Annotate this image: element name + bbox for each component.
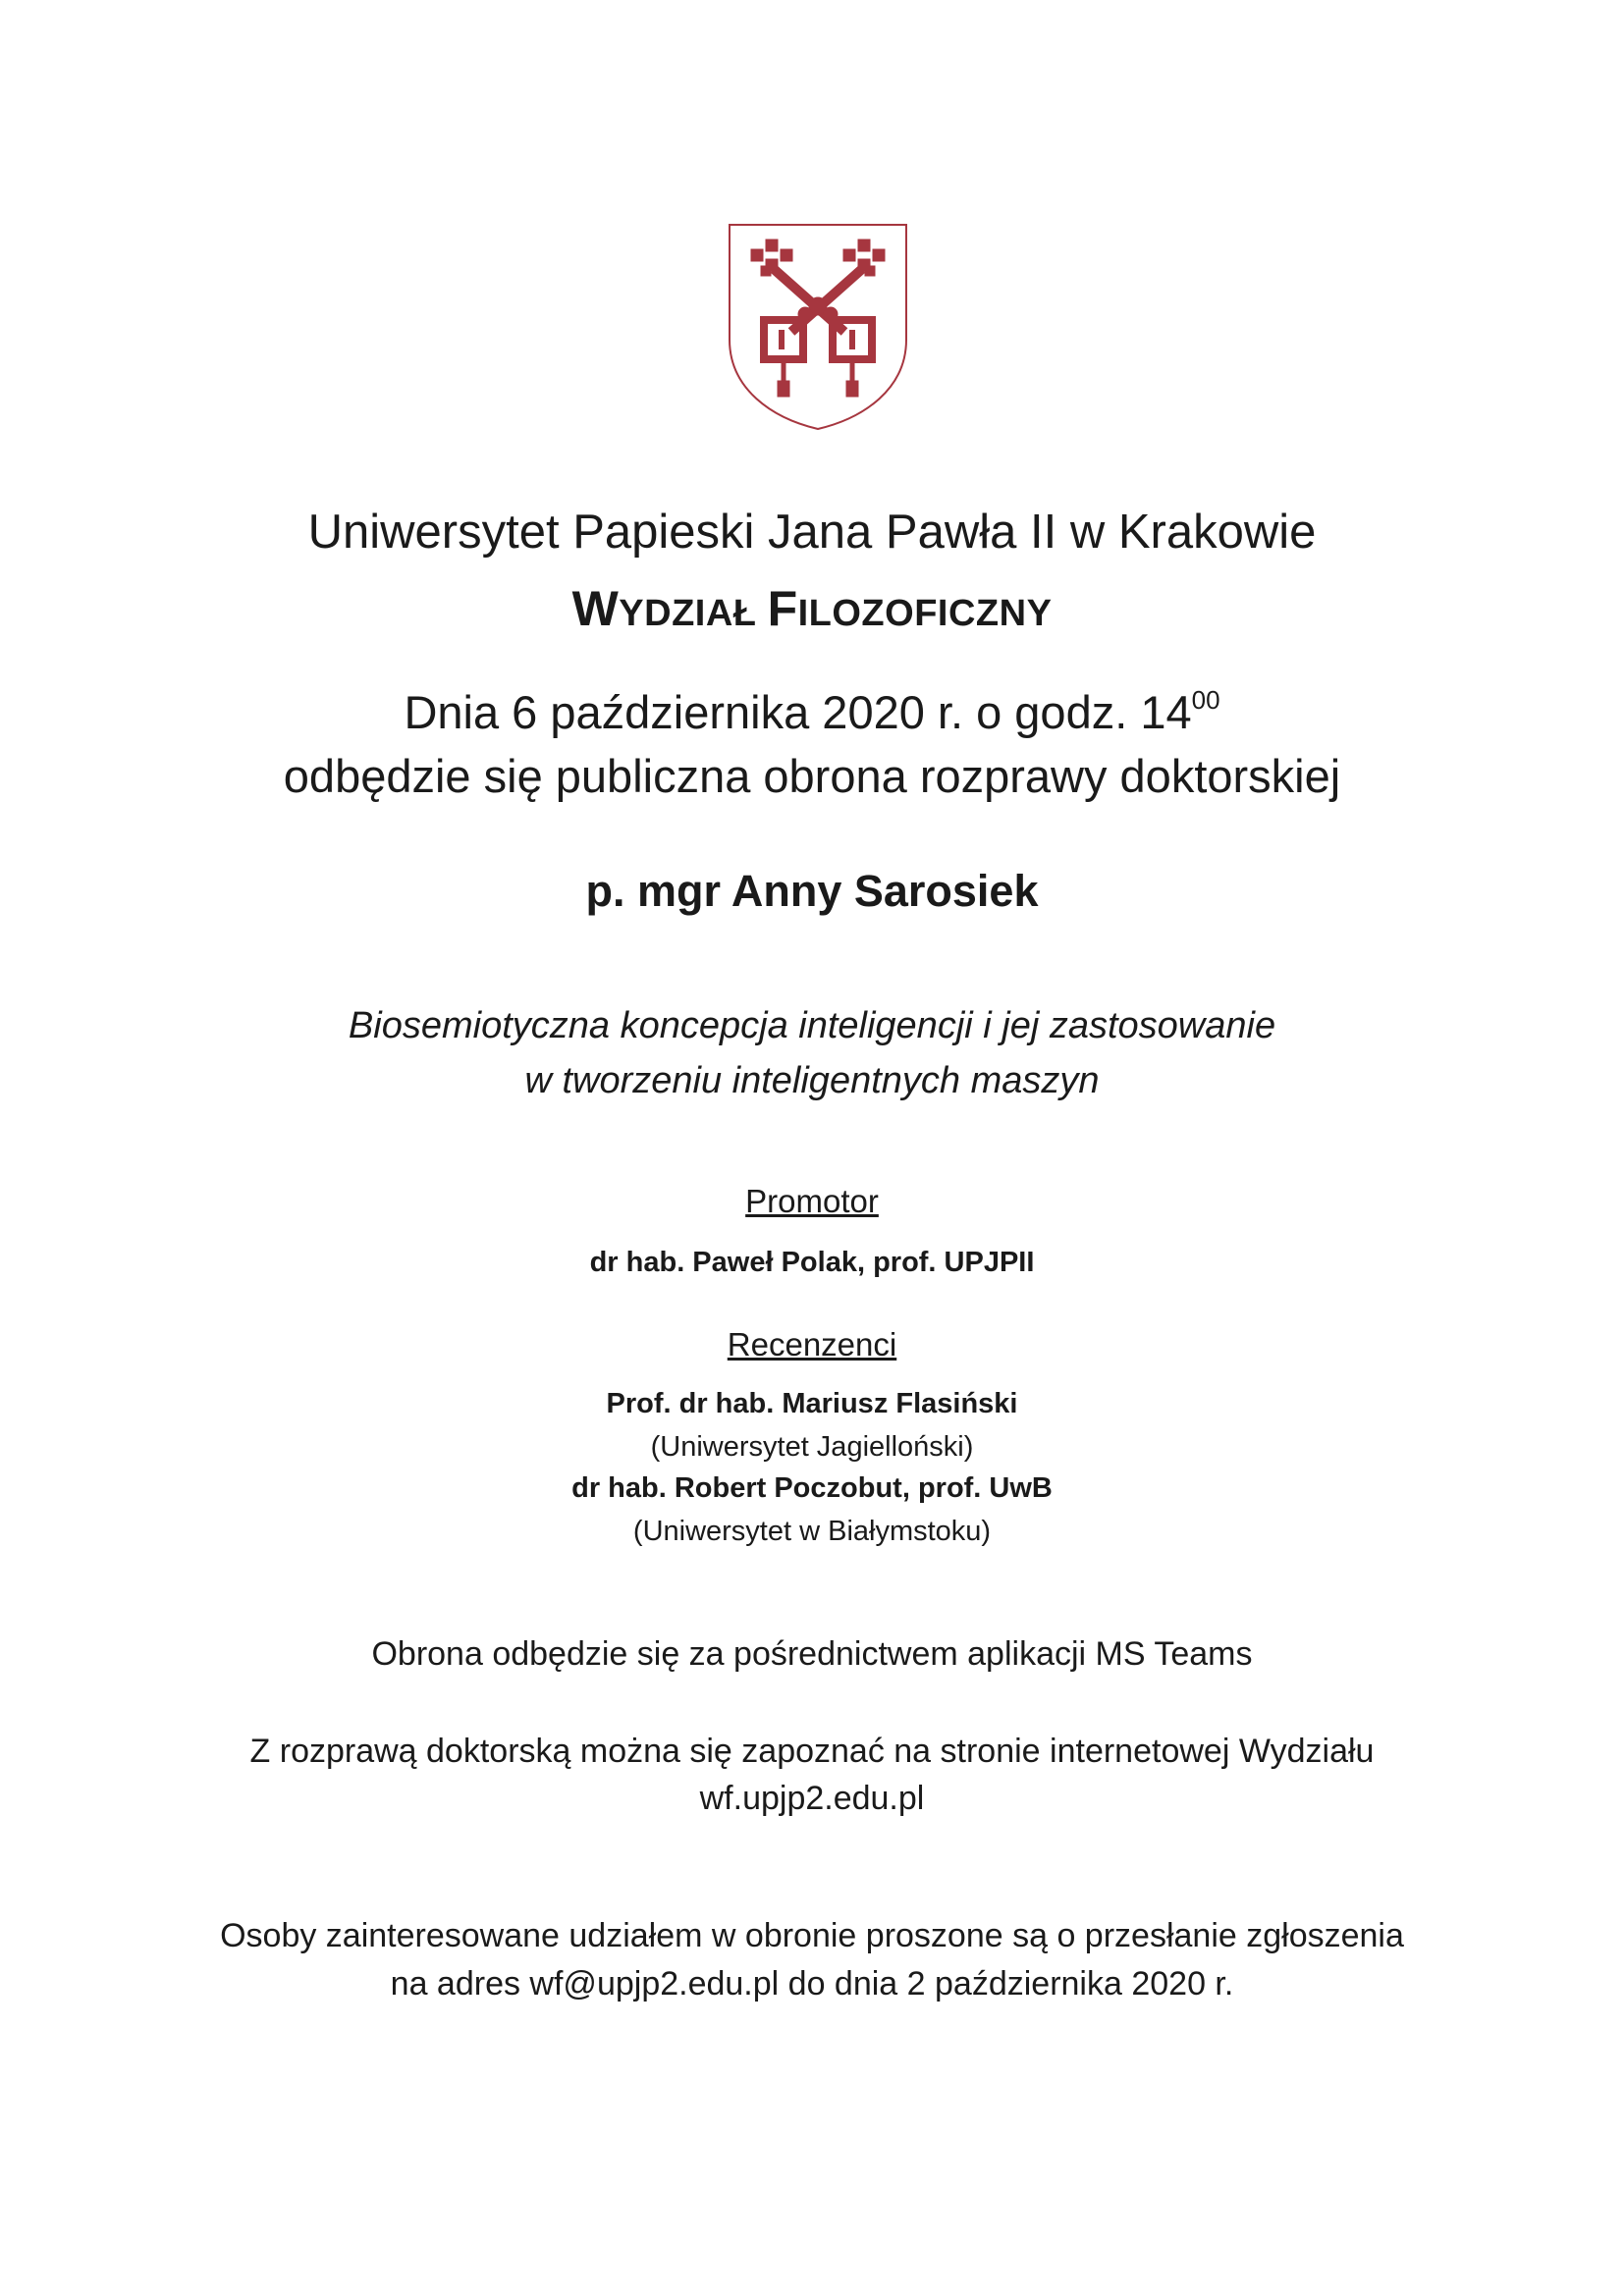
reviewer-affiliation: (Uniwersytet Jagielloński) (650, 1431, 974, 1463)
thesis-title-line-2: w tworzeniu inteligentnych maszyn (524, 1060, 1100, 1101)
defense-date (0, 685, 1624, 738)
promotor-name: dr hab. Paweł Polak, prof. UPJPII (589, 1247, 1035, 1278)
thesis-title-line-1: Biosemiotyczna koncepcja inteligencji i jej zastosowanie (348, 1005, 1276, 1046)
promotor-label: Promotor (745, 1183, 879, 1219)
faculty-initial-1: W (571, 581, 620, 636)
faculty-name (0, 581, 1624, 636)
candidate-name: p. mgr Anny Sarosiek (585, 866, 1039, 916)
faculty-initial-2: F (767, 581, 798, 636)
reviewer-name: Prof. dr hab. Mariusz Flasiński (606, 1388, 1018, 1419)
registration-info-line-2: na adres wf@upjp2.edu.pl do dnia 2 października 2020 r. (390, 1965, 1234, 2002)
faculty-website: wf.upjp2.edu.pl (699, 1780, 925, 1817)
faculty-rest-1: YDZIAŁ (619, 593, 768, 634)
university-name: Uniwersytet Papieski Jana Pawła II w Krakowie (307, 506, 1317, 559)
defense-description: odbędzie się publiczna obrona rozprawy doktorskiej (283, 750, 1341, 802)
thesis-access-info: Z rozprawą doktorską można się zapoznać na stronie internetowej Wydziału (249, 1733, 1375, 1770)
defense-date-text: Dnia 6 października 2020 r. o godz. 14 (404, 686, 1192, 738)
reviewer-name: dr hab. Robert Poczobut, prof. UwB (571, 1472, 1053, 1504)
defense-time-minutes: 00 (1191, 685, 1220, 715)
registration-info-line-1: Osoby zainteresowane udziałem w obronie proszone są o przesłanie zgłoszenia (220, 1917, 1404, 1954)
reviewer-affiliation: (Uniwersytet w Białymstoku) (632, 1516, 992, 1547)
online-defense-info: Obrona odbędzie się za pośrednictwem aplikacji MS Teams (371, 1635, 1253, 1673)
reviewers-label: Recenzenci (727, 1326, 897, 1362)
faculty-rest-2: ILOZOFICZNY (797, 593, 1053, 634)
university-crest-logo (727, 222, 909, 432)
